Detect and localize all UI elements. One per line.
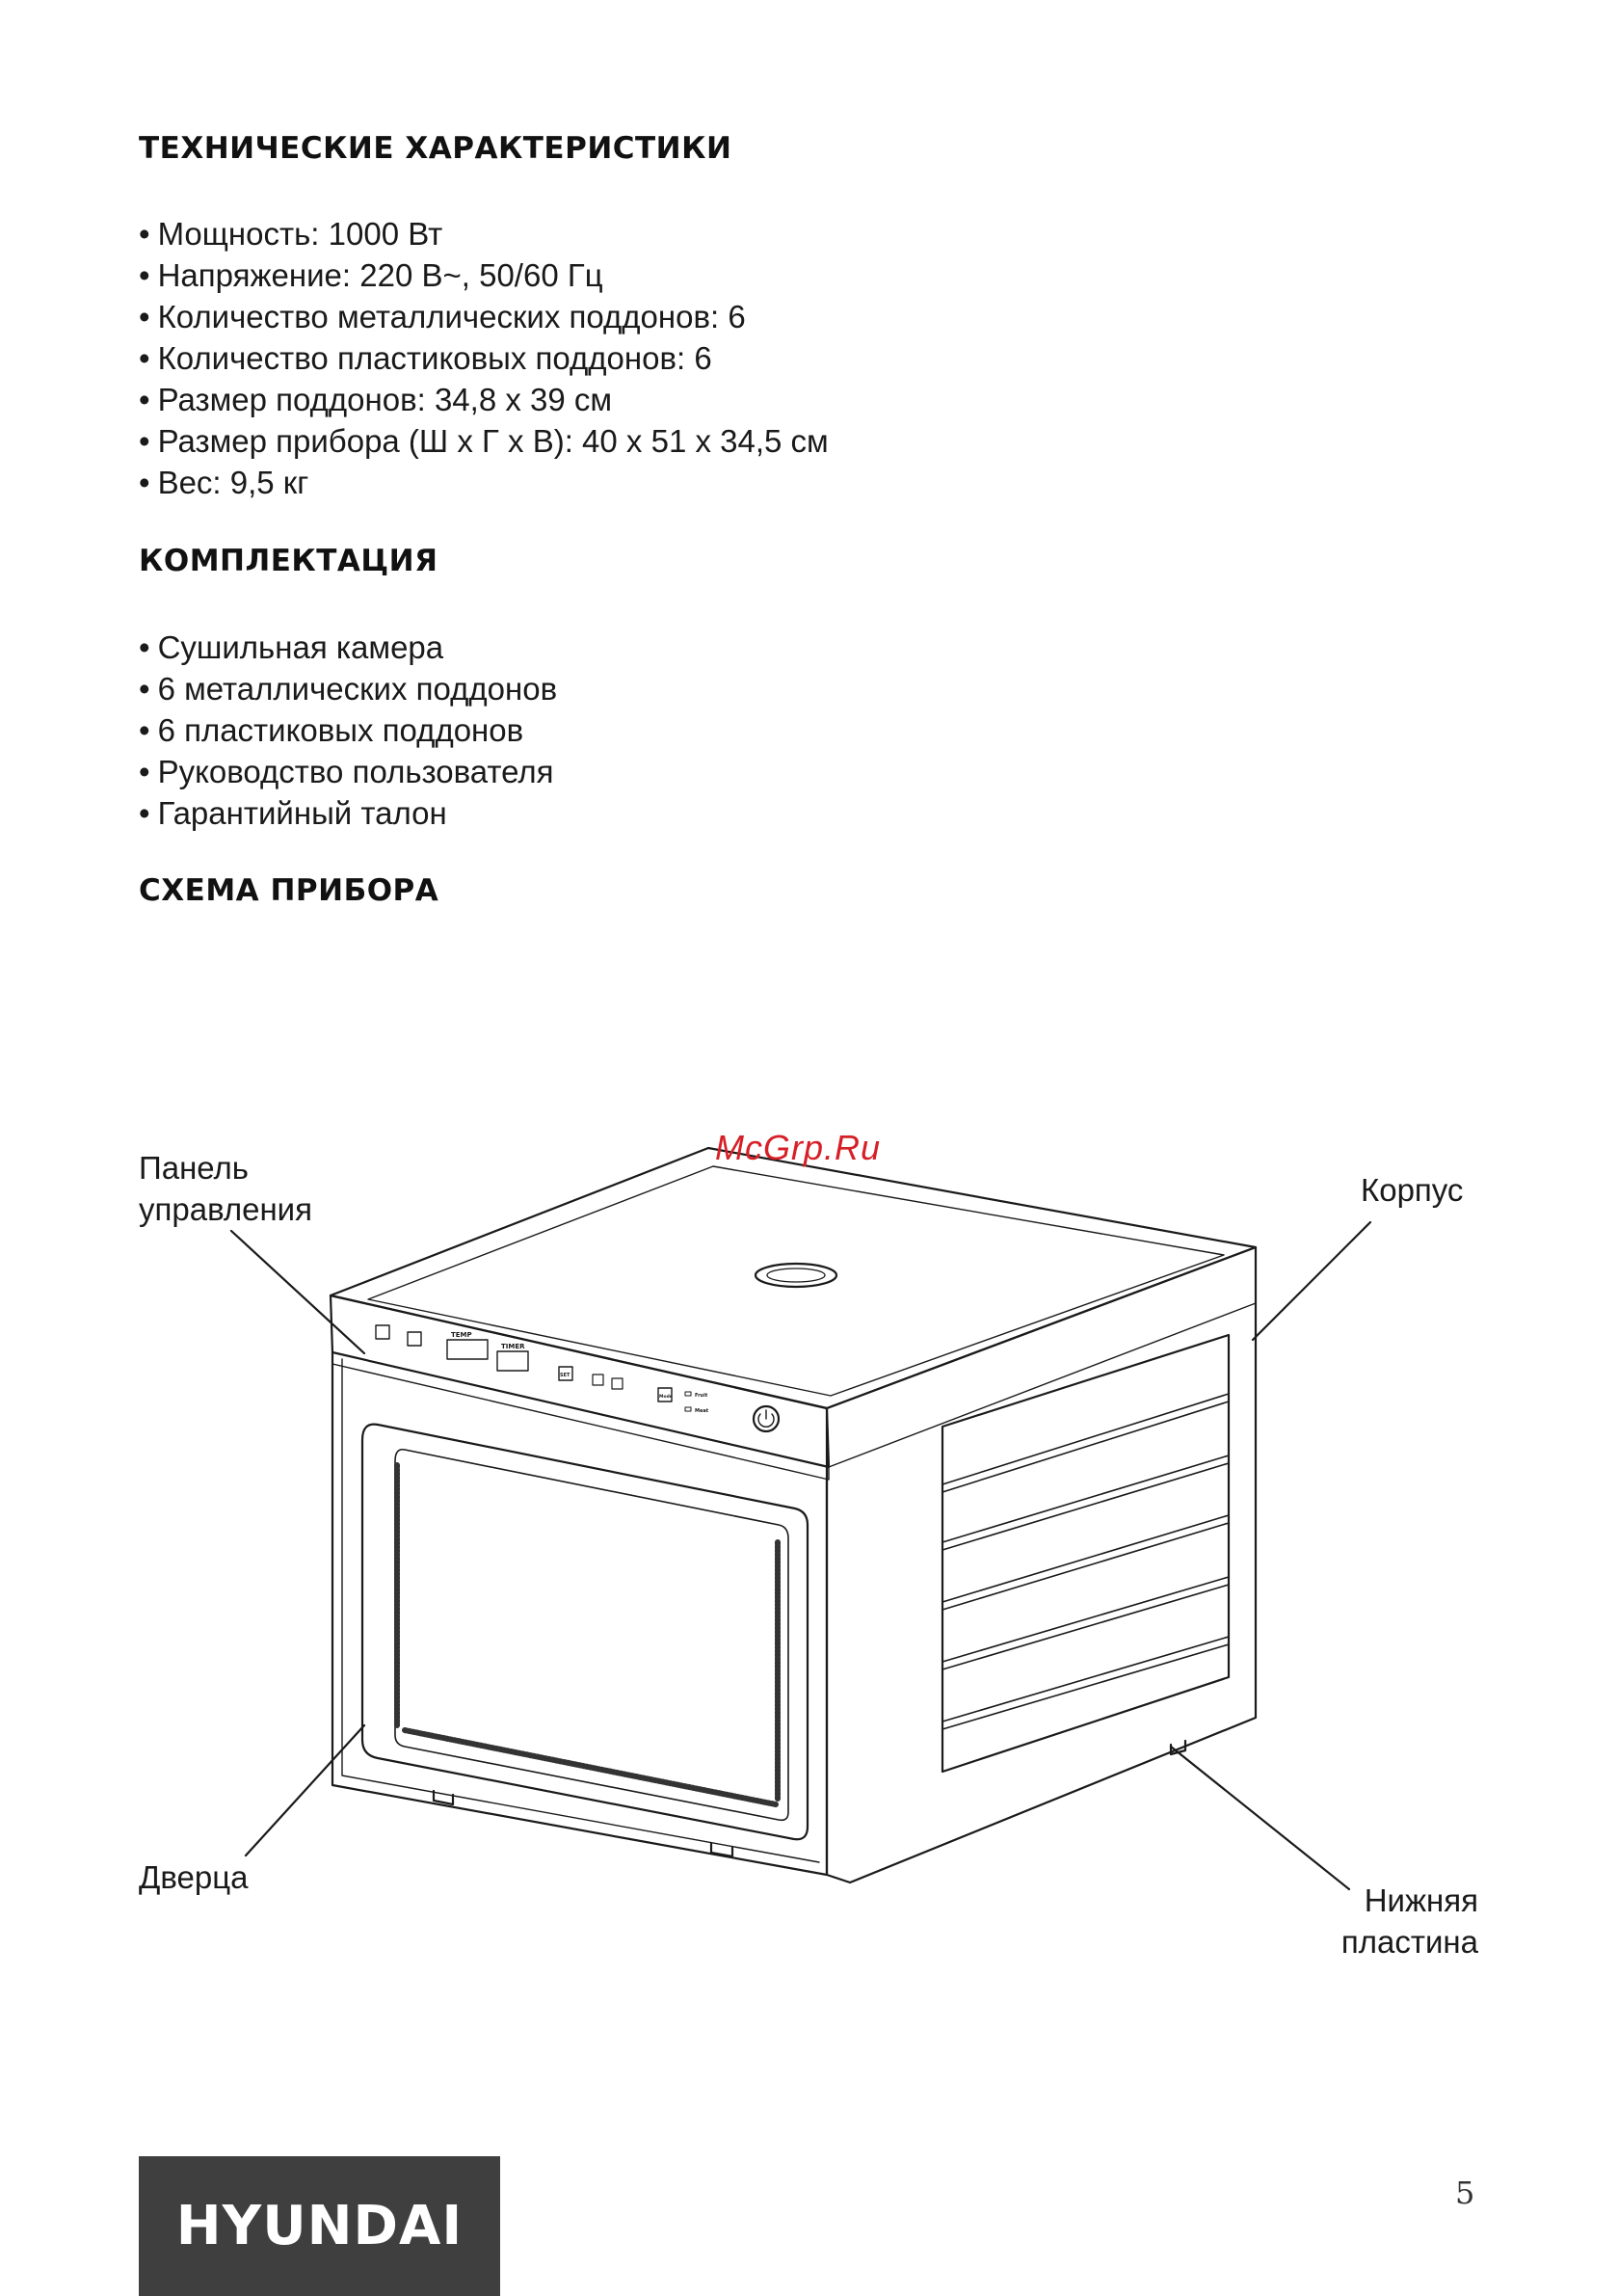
- list-item: • Вес: 9,5 кг: [139, 462, 829, 503]
- label-body: Корпус: [1361, 1172, 1464, 1208]
- leader-door: [246, 1725, 364, 1855]
- side-body: [827, 1247, 1256, 1882]
- label-door: Дверца: [139, 1859, 249, 1895]
- temp-mark: TEMP: [451, 1331, 472, 1339]
- panel-button: [612, 1378, 623, 1389]
- list-item: • Гарантийный талон: [139, 792, 557, 834]
- package-heading: КОМПЛЕКТАЦИЯ: [139, 544, 438, 578]
- scheme-heading: СХЕМА ПРИБОРА: [139, 873, 439, 908]
- panel-button: [408, 1332, 421, 1346]
- tray-slot: [942, 1577, 1229, 1669]
- label-bottom-line1: Нижняя: [1364, 1882, 1478, 1918]
- leader-body: [1253, 1222, 1370, 1340]
- label-bottom-line2: пластина: [1340, 1924, 1478, 1960]
- list-item: • Мощность: 1000 Вт: [139, 213, 829, 254]
- page-number: 5: [1455, 2175, 1475, 2211]
- list-item: • Напряжение: 220 В~, 50/60 Гц: [139, 254, 829, 296]
- brand-logo: [139, 2156, 500, 2296]
- tray-slot: [942, 1637, 1229, 1729]
- list-item: • Количество металлических поддонов: 6: [139, 296, 829, 337]
- door-glass: [395, 1450, 788, 1821]
- list-item: • Размер прибора (Ш х Г х В): 40 х 51 х 34,5 см: [139, 420, 829, 462]
- list-item: • 6 пластиковых поддонов: [139, 709, 557, 751]
- indicator-led: [685, 1407, 691, 1411]
- timer-display: [497, 1351, 528, 1371]
- specs-heading: ТЕХНИЧЕСКИЕ ХАРАКТЕРИСТИКИ: [139, 131, 732, 166]
- lid-handle-inner: [767, 1268, 825, 1282]
- mode-mark: Mode: [659, 1395, 673, 1400]
- tray-slots-frame: [942, 1335, 1229, 1772]
- temp-display: [447, 1340, 488, 1359]
- lid-top-inner: [368, 1166, 1224, 1396]
- list-item: • 6 металлических поддонов: [139, 668, 557, 709]
- leader-bottom: [1171, 1747, 1349, 1889]
- lid-top: [331, 1148, 1256, 1408]
- label-panel-line1: Панель: [139, 1150, 250, 1186]
- set-mark: SET: [560, 1373, 570, 1378]
- meat-mark: Meat: [695, 1408, 709, 1414]
- brand-logo-text: HYUNDAI: [175, 2195, 464, 2257]
- indicator-led: [685, 1392, 691, 1396]
- leader-panel: [231, 1231, 364, 1353]
- list-item: • Количество пластиковых поддонов: 6: [139, 337, 829, 379]
- list-item: • Руководство пользователя: [139, 751, 557, 792]
- list-item: • Сушильная камера: [139, 627, 557, 668]
- tray-slot: [942, 1394, 1229, 1492]
- panel-button: [593, 1375, 603, 1385]
- list-item: • Размер поддонов: 34,8 х 39 см: [139, 379, 829, 420]
- watermark-text: McGrp.Ru: [715, 1128, 882, 1167]
- panel-button: [376, 1325, 389, 1339]
- fruit-mark: Fruit: [695, 1393, 708, 1399]
- label-panel-line2: управления: [139, 1191, 312, 1227]
- timer-mark: TIMER: [501, 1343, 525, 1350]
